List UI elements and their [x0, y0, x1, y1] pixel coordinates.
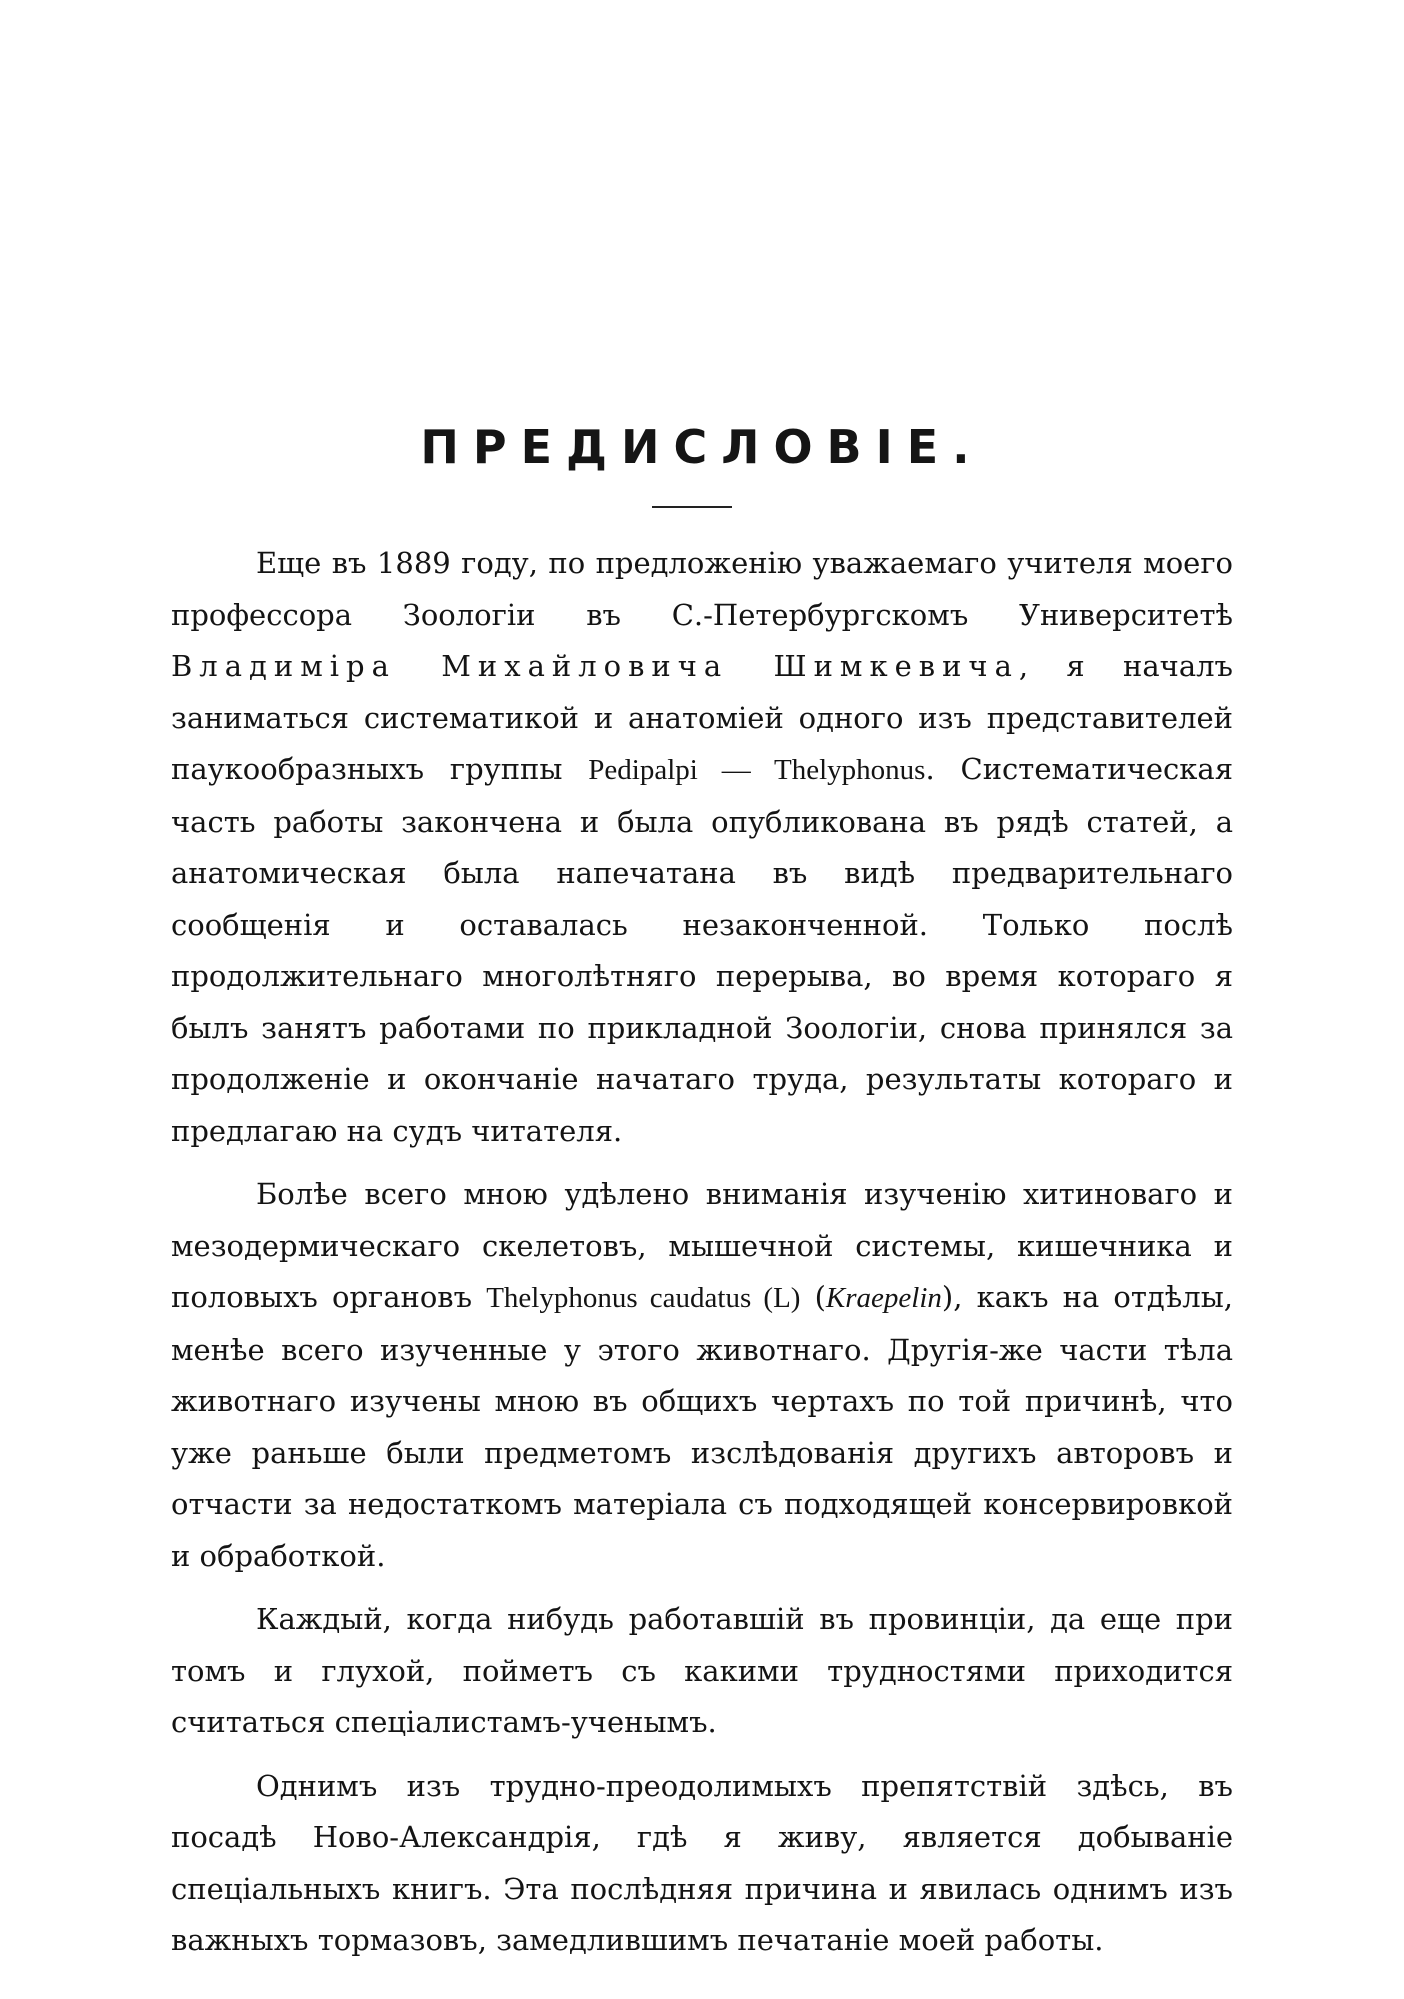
title-divider [652, 506, 732, 508]
text-segment: Еще въ 1889 году, по предложенію уважаемаго учителя моего профессора Зоологіи въ С.-Петербургскомъ Университетѣ [171, 546, 1233, 632]
text-segment: ), какъ на отдѣлы, менѣе всего изученные у этого животнаго. Другія-же части тѣла животнаго изучены мною въ общихъ чертахъ по той причинѣ, что уже раньше были предметомъ изслѣдованія другихъ авторовъ и отчасти за недостаткомъ матеріала съ подходящей консервировкой и обработкой. [171, 1280, 1233, 1573]
text-segment: , я началъ заниматься систематикой и анатоміей одного изъ представителей паукообразныхъ группы [171, 649, 1233, 786]
paragraph-1 [171, 538, 1233, 1157]
text-segment: Каждый, когда нибудь работавшій въ провинціи, да еще при томъ и глухой, пойметъ съ какими трудностями приходится считаться спеціалистамъ-ученымъ. [171, 1602, 1233, 1739]
paragraph-2 [171, 1169, 1233, 1582]
text-segment: . Систематическая часть работы закончена и была опубликована въ рядѣ статей, а анатомическая была напечатана въ видѣ предварительнаго сообщенія и оставалась незаконченной. Только послѣ продолжительнаго многолѣтняго перерыва, во время котораго я былъ занятъ работами по прикладной Зоологіи, снова принялся за продолженіе и окончаніе начатаго труда, результаты котораго и предлагаю на судъ читателя. [171, 752, 1234, 1148]
text-segment: Болѣе всего мною удѣлено вниманія изученію хитиноваго и мезодермическаго скелетовъ, мышечной системы, кишечника и половыхъ органовъ [171, 1177, 1233, 1314]
species-name: Thelyphonus caudatus (L) [486, 1282, 801, 1314]
paragraph-4 [171, 1761, 1233, 1967]
professor-name: Владиміра Михайловича Шимкевича [171, 649, 1019, 683]
paragraph-3 [171, 1594, 1233, 1749]
text-segment: ( [800, 1280, 826, 1314]
page-title: ПРЕДИСЛОВІЕ. [420, 420, 984, 474]
text-segment: Однимъ изъ трудно-преодолимыхъ препятствій здѣсь, въ посадѣ Ново-Александрія, гдѣ я живу, является добываніе спеціальныхъ книгъ. Эта послѣдняя причина и явилась однимъ изъ важныхъ тормазовъ, замедлившимъ печатаніе моей работы. [171, 1768, 1233, 1957]
preface-body [171, 538, 1233, 1967]
taxon-name: Pedipalpi — Thelyphonus [588, 754, 926, 786]
author-name: Kraepelin [825, 1282, 942, 1314]
